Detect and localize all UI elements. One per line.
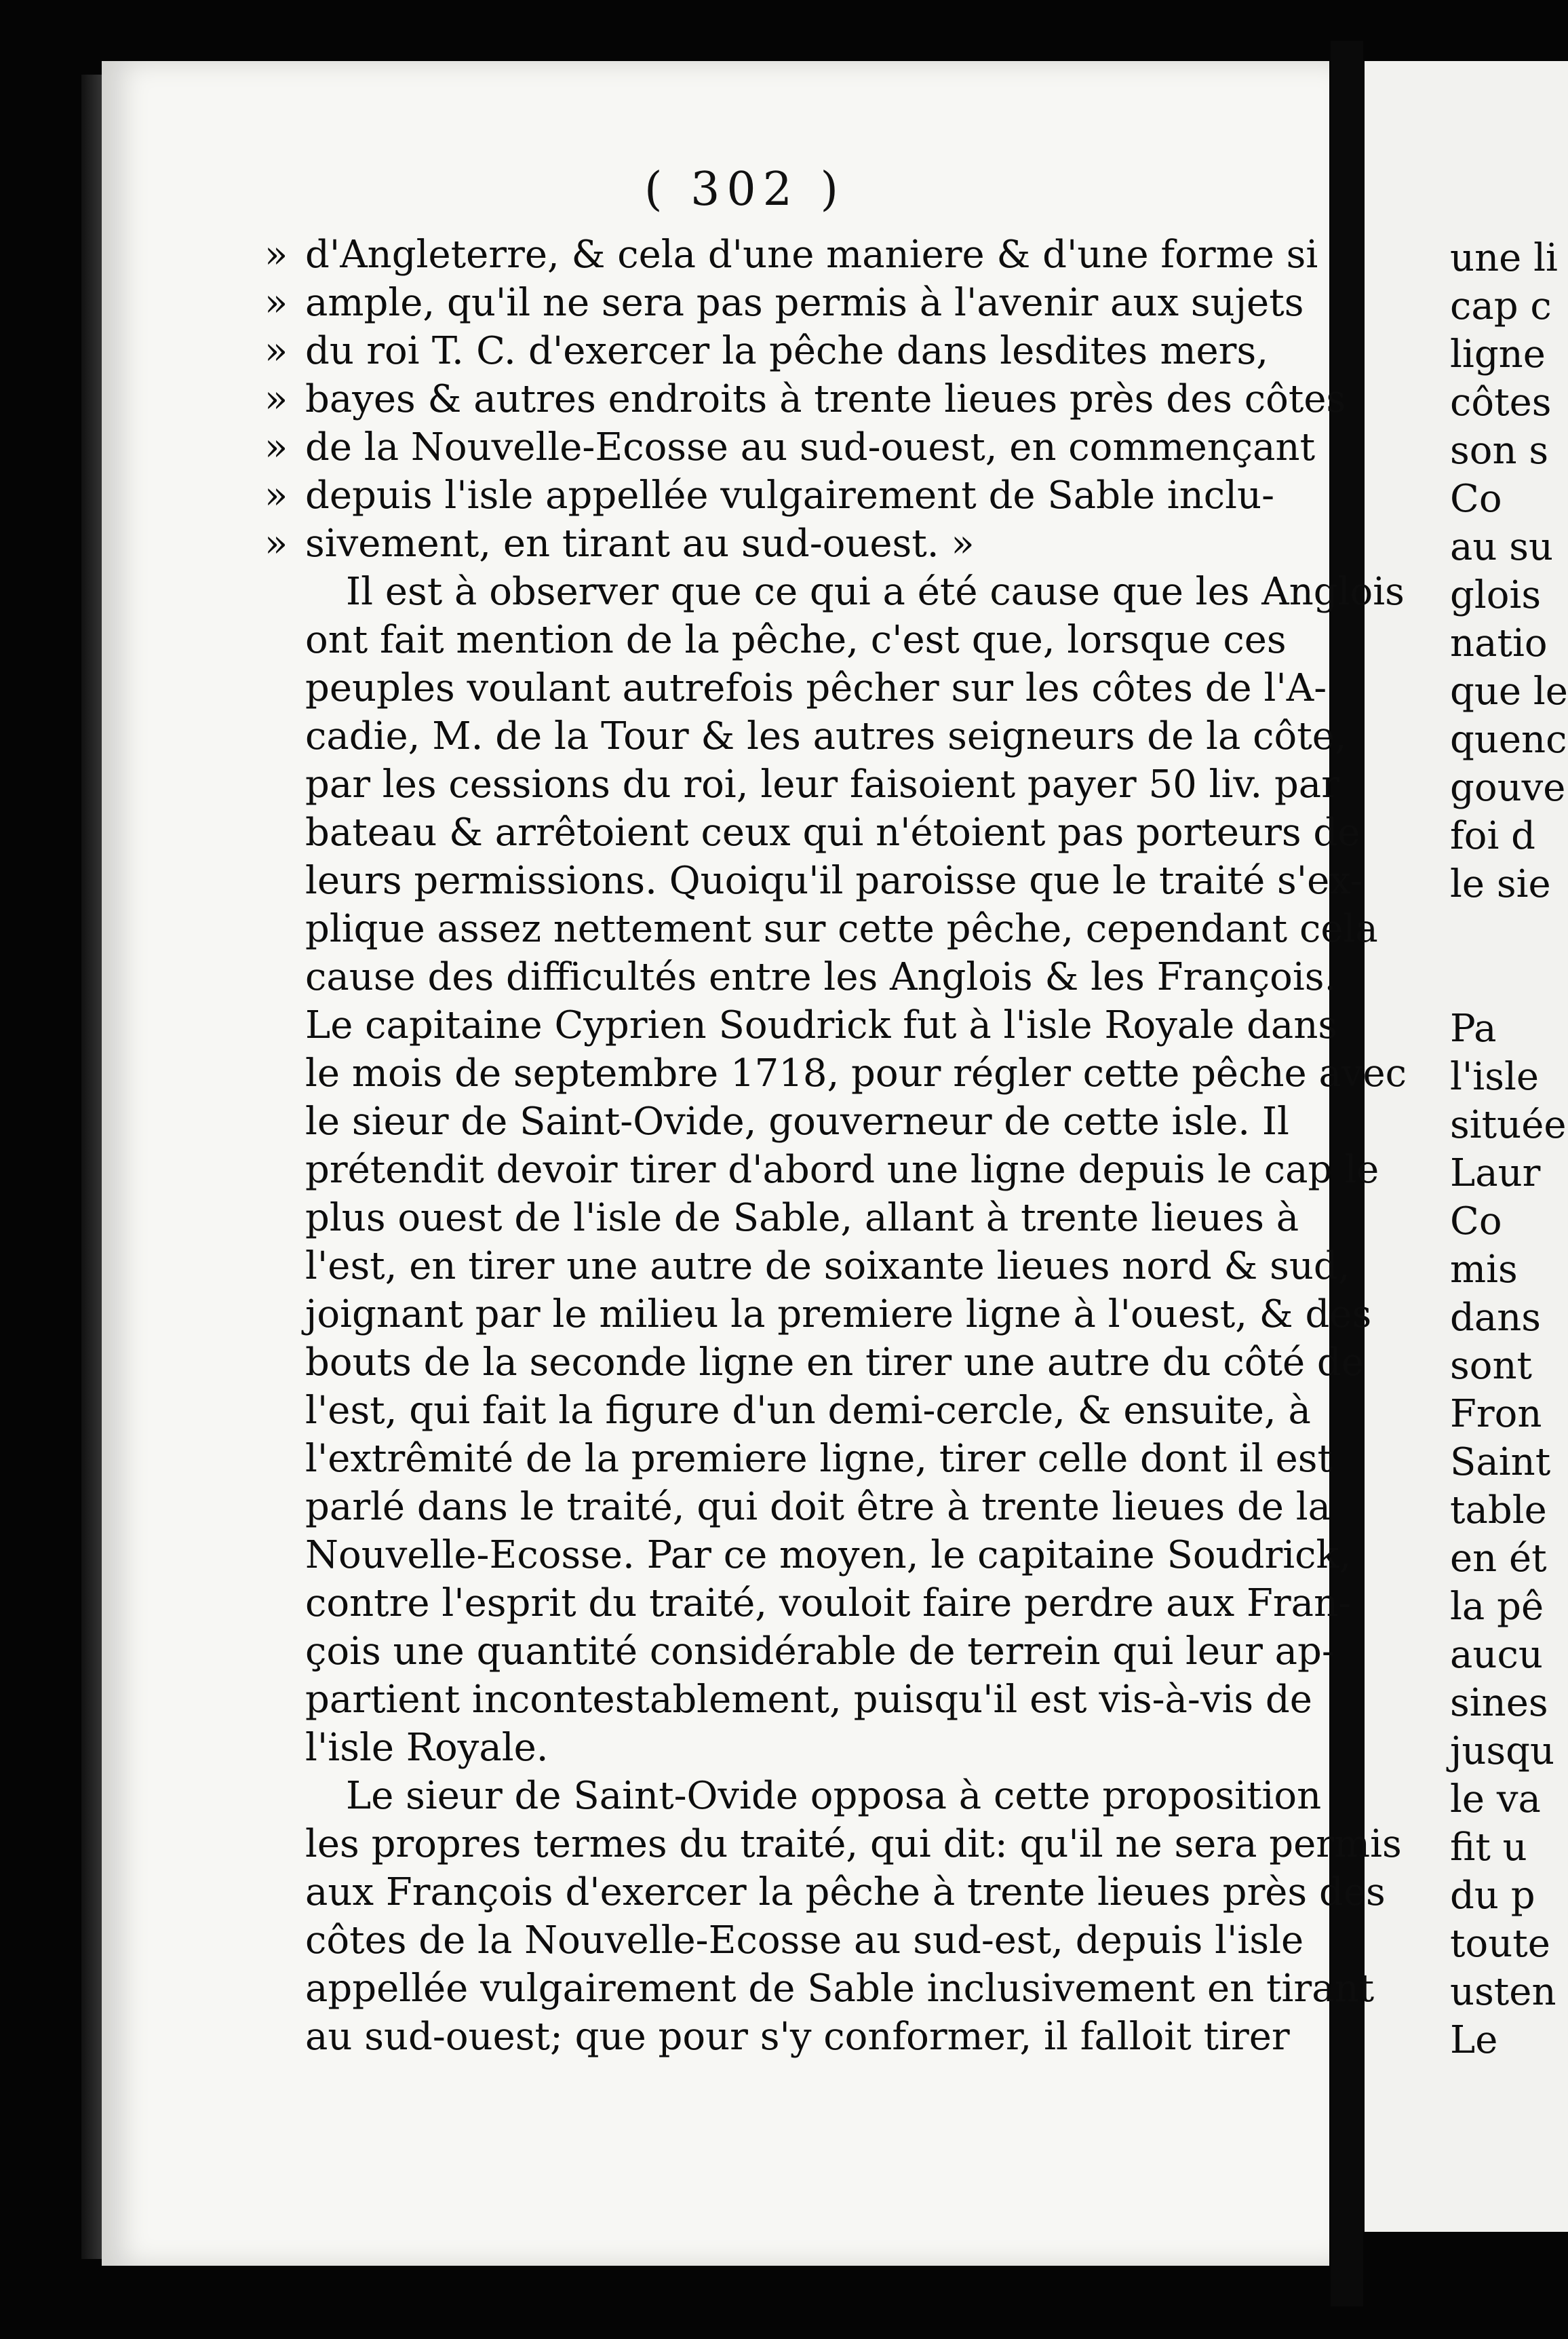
text-line-content: côtes de la Nouvelle-Ecosse au sud-est, depuis l'isle [305,1918,1304,1963]
facing-page-line: foi d [1450,814,1535,858]
facing-page-line: située [1450,1103,1567,1147]
quote-mark: » [264,377,288,421]
quote-mark: » [264,233,288,277]
text-line [264,279,1304,327]
text-line [305,2013,1290,2061]
text-line-content: joignant par le milieu la premiere ligne à l'ouest, & des [305,1292,1372,1336]
text-line [264,231,1318,279]
text-line-content: plus ouest de l'isle de Sable, allant à trente lieues à [305,1196,1299,1240]
text-line-content: Le capitaine Cyprien Soudrick fut à l'isle Royale dans [305,1003,1338,1047]
text-line [305,568,1405,616]
text-line-content: Le sieur de Saint-Ovide opposa à cette proposition [346,1774,1322,1818]
text-line [305,1338,1364,1387]
text-line-content: prétendit devoir tirer d'abord une ligne depuis le cap le [305,1148,1379,1192]
facing-page-line: que le [1450,670,1568,714]
facing-page-line: côtes [1450,381,1552,425]
text-line-content: partient incontestablement, puisqu'il est vis-à-vis de [305,1678,1312,1722]
text-line [305,664,1327,712]
text-line [305,1772,1322,1820]
text-line [305,1049,1407,1098]
text-line [305,616,1287,664]
facing-page-line: natio [1450,621,1548,665]
facing-page-line: cap c [1450,284,1552,328]
text-line-content: le mois de septembre 1718, pour régler cette pêche avec [305,1051,1407,1096]
text-line-content: Il est à observer que ce qui a été cause que les Anglois [346,570,1405,614]
text-line [305,1483,1331,1531]
text-line [305,1868,1386,1916]
facing-page-line: toute [1450,1922,1550,1966]
facing-page-line: son s [1450,429,1549,473]
text-line [305,1098,1289,1146]
text-line-content: l'isle Royale. [305,1726,549,1770]
text-line-content: par les cessions du roi, leur faisoient payer 50 liv. par [305,762,1339,807]
text-line [264,327,1268,375]
text-line-content: appellée vulgairement de Sable inclusivement en tirant [305,1967,1375,2011]
facing-page-line: fit u [1450,1825,1527,1870]
text-line [305,1146,1379,1194]
facing-page-line: Le [1450,2018,1498,2062]
text-line-content: contre l'esprit du traité, vouloit faire perdre aux Fran- [305,1581,1352,1625]
text-line-content: çois une quantité considérable de terrein qui leur ap- [305,1629,1335,1674]
text-line-content: peuples voulant autrefois pêcher sur les côtes de l'A- [305,666,1327,710]
text-line-content: ample, qu'il ne sera pas permis à l'avenir aux sujets [305,281,1304,325]
text-line [305,712,1347,760]
facing-page-line: au su [1450,525,1554,569]
facing-page-line: Pa [1450,1007,1497,1051]
text-line [305,857,1363,905]
text-line [305,1435,1333,1483]
text-line [305,1916,1304,1965]
facing-page-line: quenc [1450,718,1567,762]
facing-page-line: Co [1450,1199,1502,1243]
text-line [305,905,1378,953]
text-line [264,423,1316,471]
facing-page-line: ligne [1450,332,1546,376]
text-line-content: bayes & autres endroits à trente lieues près des côtes [305,377,1346,421]
text-line-content: parlé dans le traité, qui doit être à trente lieues de la [305,1485,1331,1529]
facing-page-line: le va [1450,1777,1541,1821]
text-line-content: cause des difficultés entre les Anglois & les François. [305,955,1337,999]
text-line-content: cadie, M. de la Tour & les autres seigneurs de la côte, [305,714,1347,758]
facing-page-line: usten [1450,1970,1556,2014]
quote-mark: » [264,425,288,469]
facing-page-line: la pê [1450,1585,1544,1629]
facing-page-line: glois [1450,573,1542,617]
text-line [305,1820,1402,1868]
facing-page-line: table [1450,1488,1547,1532]
text-line-content: Nouvelle-Ecosse. Par ce moyen, le capitaine Soudrick, [305,1533,1352,1577]
text-line [305,760,1339,809]
text-line [305,1965,1375,2013]
facing-page-line: Saint [1450,1440,1551,1484]
facing-page-text [1450,234,1568,2064]
facing-page-line: une li [1450,236,1558,280]
text-line-content: d'Angleterre, & cela d'une maniere & d'une forme si [305,233,1318,277]
quote-mark: » [264,329,288,373]
facing-page-line: jusqu [1450,1729,1555,1773]
text-line [305,1579,1352,1627]
text-line [264,520,1268,568]
text-line [305,1001,1338,1049]
text-line [305,1387,1311,1435]
text-line [264,471,1275,520]
text-line [264,375,1346,423]
quote-mark: » [264,522,288,566]
text-line [305,1531,1352,1579]
facing-page-line: Laur [1450,1151,1541,1195]
facing-page-line: gouve [1450,766,1566,810]
text-line-content: depuis l'isle appellée vulgairement de Sable inclu- [305,473,1275,518]
text-line [305,1724,1268,1772]
text-line [305,1290,1372,1338]
facing-page-line: aucu [1450,1633,1543,1677]
page-number: ( 302 ) [644,163,846,216]
text-line-content: au sud-ouest; que pour s'y conformer, il falloit tirer [305,2015,1290,2059]
text-line-content: le sieur de Saint-Ovide, gouverneur de cette isle. Il [305,1100,1289,1144]
text-line-content: sivement, en tirant au sud-ouest. » [305,522,975,566]
text-line-content: plique assez nettement sur cette pêche, cependant cela [305,907,1378,951]
facing-page-line: en ét [1450,1536,1547,1581]
facing-page-line: Fron [1450,1392,1542,1436]
text-line-content: ont fait mention de la pêche, c'est que, lorsque ces [305,618,1287,662]
facing-page-line: sont [1450,1344,1533,1388]
text-line-content: leurs permissions. Quoiqu'il paroisse que le traité s'ex- [305,859,1363,903]
facing-page-line: mis [1450,1248,1518,1292]
text-line-content: l'est, qui fait la figure d'un demi-cercle, & ensuite, à [305,1389,1311,1433]
page-text-block [264,231,1407,2061]
text-line [305,809,1360,857]
text-line [305,1676,1312,1724]
text-line-content: l'extrêmité de la premiere ligne, tirer celle dont il est [305,1437,1333,1481]
text-line-content: l'est, en tirer une autre de soixante lieues nord & sud, [305,1244,1350,1288]
quote-mark: » [264,281,288,325]
text-line-content: de la Nouvelle-Ecosse au sud-ouest, en commençant [305,425,1316,469]
facing-page-line: dans [1450,1296,1542,1340]
text-line [305,1242,1350,1290]
text-line-content: du roi T. C. d'exercer la pêche dans lesdites mers, [305,329,1268,373]
quote-mark: » [264,473,288,518]
facing-page-line: Co [1450,477,1502,521]
text-line [305,1627,1335,1676]
text-line [305,953,1337,1001]
facing-page-line: sines [1450,1681,1548,1725]
text-line-content: bateau & arrêtoient ceux qui n'étoient pas porteurs de [305,811,1360,855]
facing-page-line: le sie [1450,862,1551,906]
text-line-content: aux François d'exercer la pêche à trente lieues près des [305,1870,1386,1914]
facing-page-line: l'isle [1450,1055,1540,1099]
text-line [305,1194,1299,1242]
text-line-content: bouts de la seconde ligne en tirer une autre du côté de [305,1340,1364,1385]
facing-page-line: du p [1450,1874,1535,1918]
text-line-content: les propres termes du traité, qui dit: qu'il ne sera permis [305,1822,1402,1866]
